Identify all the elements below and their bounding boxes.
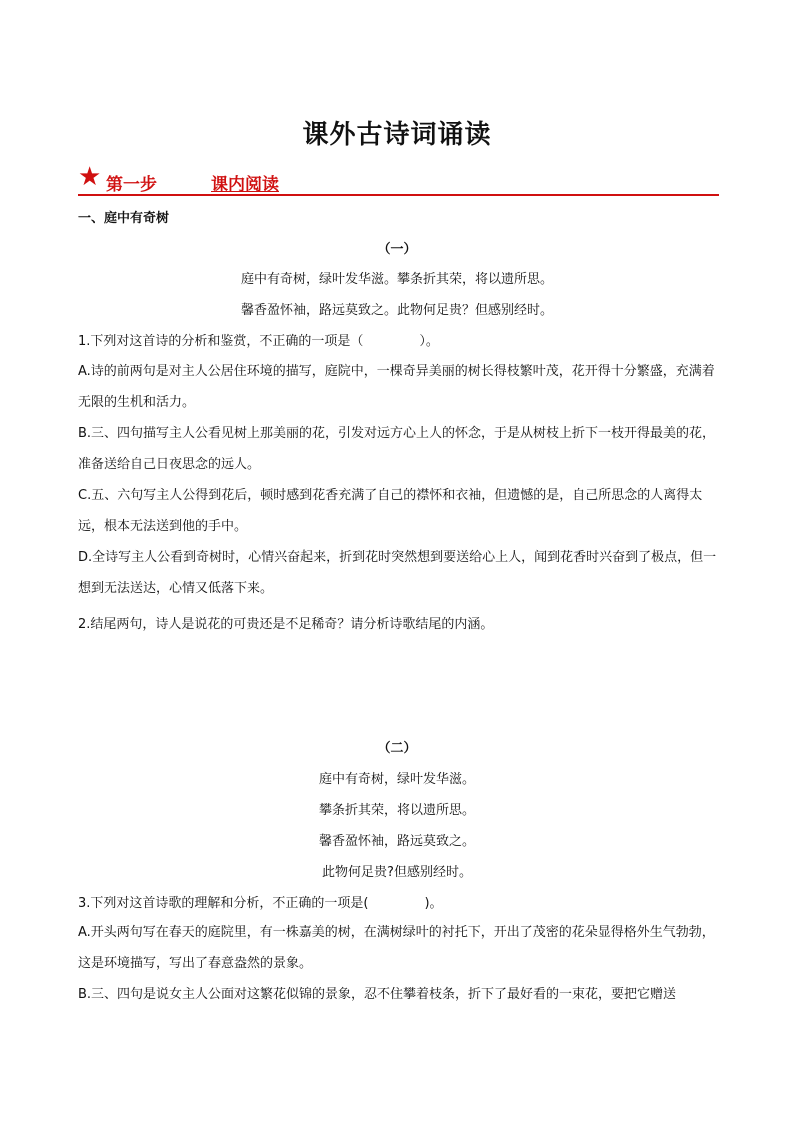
poem1-line: 馨香盈怀袖，路远莫致之。此物何足贵？但感别经时。: [240, 303, 553, 318]
option-c: C.五、六句写主人公得到花后，顿时感到花香充满了自己的襟怀和衣袖，但遗憾的是，自己所思念的人离得太远，根本无法送到他的手中。: [78, 488, 703, 534]
option-d: D.全诗写主人公看到奇树时，心情兴奋起来，折到花时突然想到要送给心上人，闻到花香时兴奋到了极点，但一想到无法送达，心情又低落下来。: [78, 550, 717, 596]
question-2: 2.结尾两句，诗人是说花的可贵还是不足稀奇？请分析诗歌结尾的内涵。: [78, 617, 494, 632]
option-b: B.三、四句是说女主人公面对这繁花似锦的景象，忍不住攀着枝条，折下了最好看的一束花，要把它赠送: [78, 987, 677, 1002]
question-3-stem: 3.下列对这首诗歌的理解和分析，不正确的一项是( )。: [78, 896, 443, 911]
poem2-line: 此物何足贵?但感别经时。: [322, 865, 472, 880]
step-label: 第一步: [106, 175, 157, 195]
star-icon: ★: [78, 162, 102, 192]
step-header: [78, 162, 719, 196]
poem1-line: 庭中有奇树，绿叶发华滋。攀条折其荣，将以遗所思。: [240, 272, 553, 287]
step-title: 课内阅读: [211, 175, 279, 195]
poem2-line: 攀条折其荣，将以遗所思。: [318, 803, 475, 818]
poem1-heading: （一）: [377, 242, 417, 257]
option-b: B.三、四句描写主人公看见树上那美丽的花，引发对远方心上人的怀念，于是从树枝上折下一枝开得最美的花，准备送给自己日夜思念的远人。: [78, 426, 716, 472]
poem2-heading: （二）: [377, 741, 417, 756]
page-title: 课外古诗词诵读: [302, 120, 492, 150]
poem2-line: 馨香盈怀袖，路远莫致之。: [318, 834, 475, 849]
poem2-line: 庭中有奇树，绿叶发华滋。: [318, 772, 475, 787]
option-a: A.开头两句写在春天的庭院里，有一株嘉美的树，在满树绿叶的衬托下，开出了茂密的花朵显得格外生气勃勃，这是环境描写，写出了春意盎然的景象。: [78, 925, 715, 971]
option-a: A.诗的前两句是对主人公居住环境的描写，庭院中，一棵奇异美丽的树长得枝繁叶茂，花开得十分繁盛，充满着无限的生机和活力。: [78, 364, 715, 410]
question-1-stem: 1.下列对这首诗的分析和鉴赏，不正确的一项是（ ）。: [78, 334, 439, 349]
section-heading: 一、庭中有奇树: [78, 211, 170, 226]
